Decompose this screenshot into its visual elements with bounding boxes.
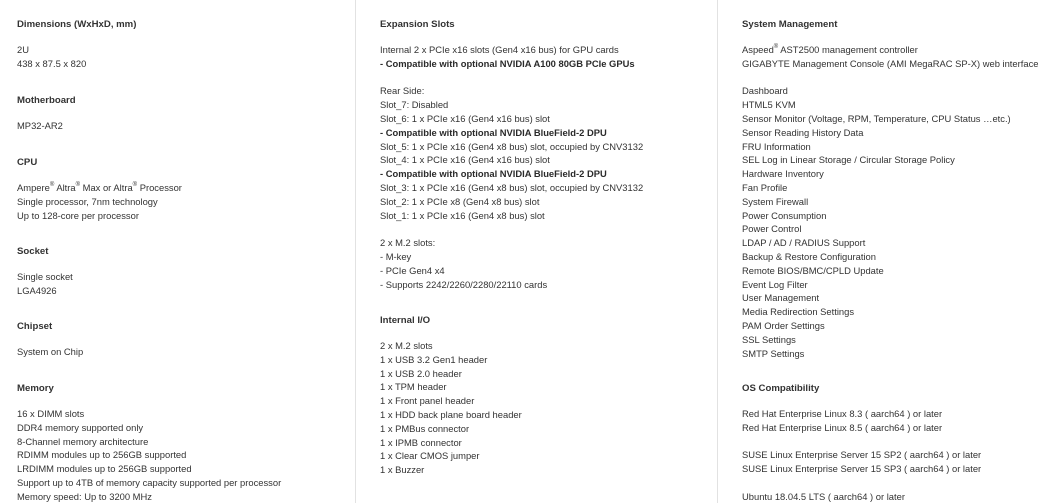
cpu-suffix-text: Processor bbox=[137, 182, 182, 193]
spec-line: Support up to 4TB of memory capacity supported per processor bbox=[17, 476, 282, 488]
spec-line: Internal 2 x PCIe x16 slots (Gen4 x16 bus) for GPU cards bbox=[380, 44, 619, 55]
section-title-motherboard: Motherboard bbox=[17, 95, 76, 106]
section-cpu bbox=[17, 157, 182, 222]
spec-line: - Supports 2242/2260/2280/22110 cards bbox=[380, 278, 548, 290]
specs-column-3 bbox=[717, 0, 1059, 503]
spec-line: Rear Side: bbox=[380, 85, 425, 97]
section-internal-io bbox=[380, 315, 522, 477]
section-title-expansion-slots: Expansion Slots bbox=[380, 19, 455, 30]
spec-line: LDAP / AD / RADIUS Support bbox=[742, 237, 866, 249]
spec-line: User Management bbox=[742, 292, 820, 304]
spec-line: Slot_7: Disabled bbox=[380, 99, 449, 111]
compatibility-note: - Compatible with optional NVIDIA A100 80GB PCIe GPUs bbox=[380, 57, 635, 69]
spec-line: Power Control bbox=[742, 223, 802, 235]
section-chipset bbox=[17, 321, 83, 359]
cpu-model-line bbox=[17, 181, 182, 195]
section-system-management bbox=[742, 19, 1038, 360]
spec-line: Slot_5: 1 x PCIe x16 (Gen4 x8 bus) slot, occupied by CNV3132 bbox=[380, 140, 644, 152]
spec-line: 1 x HDD back plane board header bbox=[380, 408, 522, 420]
spec-line: Event Log Filter bbox=[742, 278, 808, 290]
bmc-line bbox=[742, 43, 1038, 57]
bmc-brand-text: Aspeed bbox=[742, 44, 774, 55]
section-title-cpu: CPU bbox=[17, 157, 38, 168]
spec-line: 16 x DIMM slots bbox=[17, 408, 85, 419]
section-body-dimensions bbox=[17, 43, 136, 71]
spec-line: GIGABYTE Management Console (AMI MegaRAC SP-X) web interface bbox=[742, 57, 1039, 69]
section-os-compatibility bbox=[742, 383, 981, 503]
cpu-family-text: Altra bbox=[54, 182, 76, 193]
registered-mark: ® bbox=[75, 182, 81, 188]
spec-line: Slot_1: 1 x PCIe x16 (Gen4 x8 bus) slot bbox=[380, 209, 545, 221]
spec-line: Single processor, 7nm technology bbox=[17, 195, 158, 207]
spec-line: SMTP Settings bbox=[742, 347, 805, 359]
spec-line: Sensor Monitor (Voltage, RPM, Temperature, CPU Status …etc.) bbox=[742, 112, 1011, 124]
spec-line: Fan Profile bbox=[742, 181, 788, 193]
section-body-system-management bbox=[742, 43, 1038, 360]
spec-line: SUSE Linux Enterprise Server 15 SP3 ( aarch64 ) or later bbox=[742, 463, 982, 475]
specs-column-1 bbox=[0, 0, 355, 503]
registered-mark: ® bbox=[132, 182, 138, 188]
spec-line: System Firewall bbox=[742, 195, 809, 207]
spec-line: 1 x IPMB connector bbox=[380, 436, 462, 448]
registered-mark: ® bbox=[49, 182, 55, 188]
spec-line: Red Hat Enterprise Linux 8.3 ( aarch64 ) or later bbox=[742, 408, 943, 419]
spec-line bbox=[742, 435, 981, 449]
section-expansion-slots bbox=[380, 19, 643, 291]
section-socket bbox=[17, 246, 73, 298]
spec-line: Single socket bbox=[17, 271, 73, 282]
cpu-detail-lines bbox=[17, 195, 182, 223]
section-title-dimensions: Dimensions (WxHxD, mm) bbox=[17, 19, 137, 30]
spec-line: 1 x USB 2.0 header bbox=[380, 367, 462, 379]
spec-line: 1 x TPM header bbox=[380, 381, 447, 393]
spec-line: Red Hat Enterprise Linux 8.5 ( aarch64 ) or later bbox=[742, 421, 943, 433]
spec-line: 1 x Clear CMOS jumper bbox=[380, 450, 480, 462]
compatibility-note: - Compatible with optional NVIDIA BlueField-2 DPU bbox=[380, 126, 607, 138]
spec-line: 1 x Front panel header bbox=[380, 395, 475, 407]
section-title-os-compatibility: OS Compatibility bbox=[742, 383, 820, 394]
spec-line: SEL Log in Linear Storage / Circular Storage Policy bbox=[742, 154, 955, 166]
spec-line: SUSE Linux Enterprise Server 15 SP2 ( aarch64 ) or later bbox=[742, 449, 982, 461]
spec-line: Hardware Inventory bbox=[742, 168, 824, 180]
spec-line: MP32-AR2 bbox=[17, 120, 63, 131]
spec-line: 438 x 87.5 x 820 bbox=[17, 57, 87, 69]
spec-line: 2U bbox=[17, 44, 29, 55]
bmc-model-text: AST2500 management controller bbox=[778, 44, 918, 55]
spec-line: RDIMM modules up to 256GB supported bbox=[17, 449, 187, 461]
spec-line: 2 x M.2 slots: bbox=[380, 237, 436, 249]
specs-column-2 bbox=[355, 0, 717, 503]
spec-line: PAM Order Settings bbox=[742, 319, 825, 331]
section-body-chipset bbox=[17, 345, 83, 359]
section-body-cpu bbox=[17, 181, 182, 222]
registered-mark: ® bbox=[773, 44, 779, 50]
spec-line: 2 x M.2 slots bbox=[380, 340, 433, 351]
spec-line: 1 x Buzzer bbox=[380, 464, 425, 476]
section-title-socket: Socket bbox=[17, 246, 49, 257]
cpu-brand-text: Ampere bbox=[17, 182, 50, 193]
section-body-motherboard bbox=[17, 119, 76, 133]
compatibility-note: - Compatible with optional NVIDIA BlueField-2 DPU bbox=[380, 168, 607, 180]
section-title-memory: Memory bbox=[17, 383, 54, 394]
spec-line: Media Redirection Settings bbox=[742, 306, 855, 318]
section-body-internal-io bbox=[380, 339, 522, 477]
spec-line: System on Chip bbox=[17, 346, 84, 357]
spec-line: Slot_3: 1 x PCIe x16 (Gen4 x8 bus) slot, occupied by CNV3132 bbox=[380, 181, 644, 193]
spec-line: Slot_2: 1 x PCIe x8 (Gen4 x8 bus) slot bbox=[380, 195, 540, 207]
spec-line: Memory speed: Up to 3200 MHz bbox=[17, 490, 152, 502]
spec-line: Slot_4: 1 x PCIe x16 (Gen4 x16 bus) slot bbox=[380, 154, 550, 166]
spec-line bbox=[380, 222, 643, 236]
section-title-system-management: System Management bbox=[742, 19, 838, 30]
spec-line: Ubuntu 18.04.5 LTS ( aarch64 ) or later bbox=[742, 490, 905, 502]
section-body-os-compatibility bbox=[742, 407, 981, 503]
cpu-family-text-2: Max or Altra bbox=[80, 182, 133, 193]
section-dimensions bbox=[17, 19, 136, 71]
spec-line: Dashboard bbox=[742, 85, 788, 97]
spec-line bbox=[380, 71, 643, 85]
spec-line: DDR4 memory supported only bbox=[17, 421, 144, 433]
spec-line: LGA4926 bbox=[17, 284, 57, 296]
spec-line: 1 x USB 3.2 Gen1 header bbox=[380, 353, 488, 365]
spec-line: - PCIe Gen4 x4 bbox=[380, 264, 445, 276]
spec-line: HTML5 KVM bbox=[742, 99, 796, 111]
spec-line: Up to 128-core per processor bbox=[17, 209, 139, 221]
spec-line: - M-key bbox=[380, 250, 412, 262]
spec-line: 8-Channel memory architecture bbox=[17, 435, 149, 447]
spec-line: Backup & Restore Configuration bbox=[742, 250, 876, 262]
spec-line: FRU Information bbox=[742, 140, 811, 152]
spec-line: 1 x PMBus connector bbox=[380, 422, 470, 434]
section-motherboard bbox=[17, 95, 76, 133]
section-body-socket bbox=[17, 270, 73, 298]
system-management-lines bbox=[742, 57, 1038, 361]
spec-line: Slot_6: 1 x PCIe x16 (Gen4 x16 bus) slot bbox=[380, 112, 550, 124]
section-memory bbox=[17, 383, 281, 503]
spec-line: Power Consumption bbox=[742, 209, 827, 221]
section-body-memory bbox=[17, 407, 281, 503]
section-title-internal-io: Internal I/O bbox=[380, 315, 431, 326]
spec-line: SSL Settings bbox=[742, 333, 796, 345]
section-body-expansion-slots bbox=[380, 43, 643, 291]
spec-line: Remote BIOS/BMC/CPLD Update bbox=[742, 264, 884, 276]
spec-line bbox=[742, 71, 1038, 85]
section-title-chipset: Chipset bbox=[17, 321, 53, 332]
spec-line bbox=[742, 476, 981, 490]
spec-line: Sensor Reading History Data bbox=[742, 126, 864, 138]
spec-line: LRDIMM modules up to 256GB supported bbox=[17, 463, 192, 475]
